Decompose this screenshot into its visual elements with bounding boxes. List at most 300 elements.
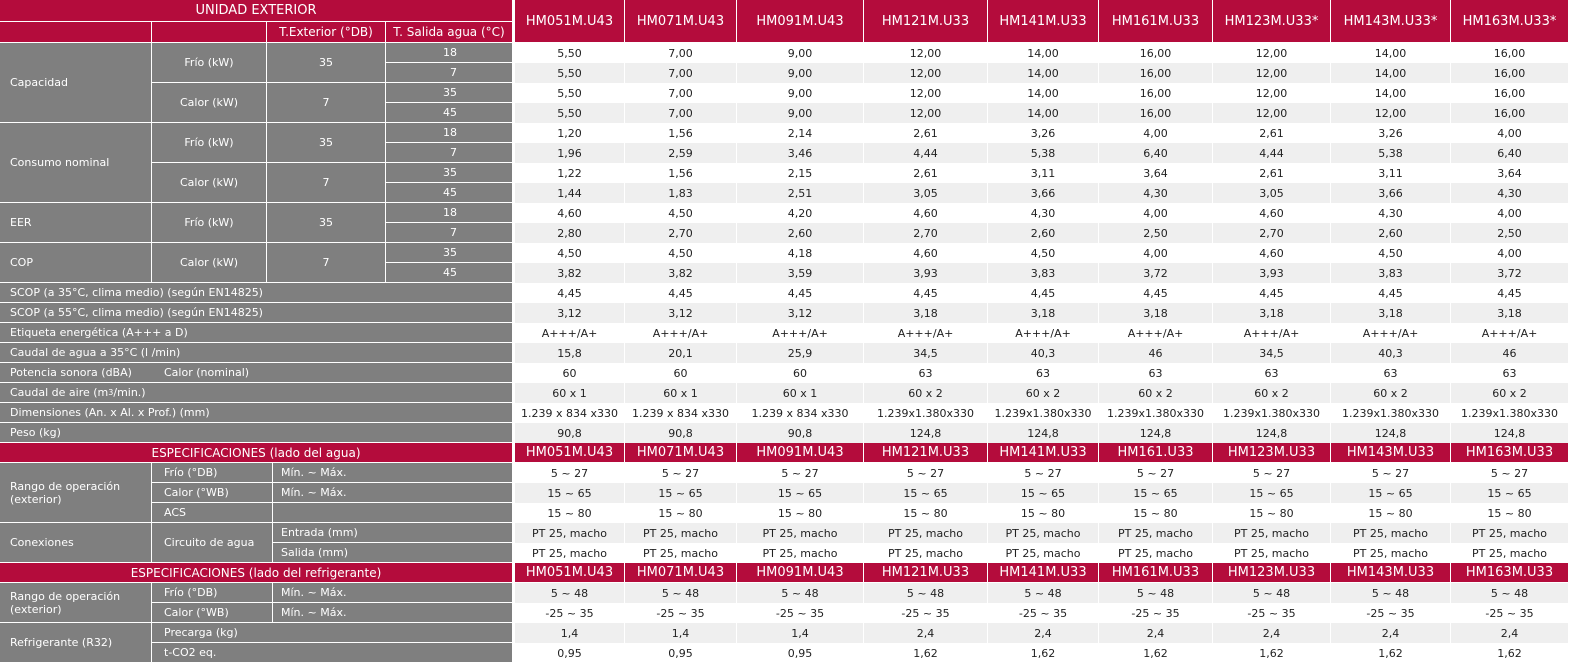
value-cell: 16,00 [1099, 43, 1212, 63]
value-cell: 63 [1213, 363, 1330, 383]
value-cell: 60 x 1 [737, 383, 863, 403]
value-cell: 1.239 x 834 x330 [515, 403, 624, 423]
value-cell: 1.239x1.380x330 [1451, 403, 1568, 423]
value-cell: 60 x 1 [625, 383, 736, 403]
value-cell: 5,38 [1331, 143, 1450, 163]
value-cell: 1.239 x 834 x330 [737, 403, 863, 423]
value-cell: 14,00 [1331, 63, 1450, 83]
section-agua-title: ESPECIFICACIONES (lado del agua) [0, 443, 512, 462]
value-cell: 2,80 [515, 223, 624, 243]
value-cell: PT 25, macho [1213, 543, 1330, 563]
value-cell: 4,45 [1099, 283, 1212, 303]
value-cell: 12,00 [1213, 43, 1330, 63]
label-tco2: t-CO2 eq. [152, 643, 512, 662]
value-cell: 5 ~ 48 [864, 583, 987, 603]
value-cell: 15 ~ 65 [737, 483, 863, 503]
label-water-5: 7 [386, 143, 512, 162]
value-cell: 46 [1451, 343, 1568, 363]
label-water-3: 45 [386, 103, 512, 122]
value-cell: 4,50 [515, 243, 624, 263]
model-ref-0: HM051M.U43 [515, 563, 624, 582]
value-cell: 14,00 [988, 43, 1098, 63]
label-row-15: Caudal de agua a 35°C (l /min) [0, 343, 512, 362]
label-rango-ref [0, 583, 151, 622]
value-cell: 2,4 [1331, 623, 1450, 643]
label-mode-4: Frío (kW) [152, 203, 266, 242]
value-cell: -25 ~ 35 [515, 603, 624, 623]
value-cell: 15 ~ 65 [1331, 483, 1450, 503]
model-water-7: HM143M.U33 [1331, 443, 1450, 462]
value-cell: 12,00 [1331, 103, 1450, 123]
value-cell: PT 25, macho [988, 543, 1098, 563]
value-cell: 40,3 [1331, 343, 1450, 363]
value-cell: 124,8 [864, 423, 987, 443]
header-t-exterior: T.Exterior (°DB) [267, 22, 385, 42]
value-cell: 4,30 [1331, 203, 1450, 223]
value-cell: 3,66 [1331, 183, 1450, 203]
value-cell: 124,8 [1213, 423, 1330, 443]
value-cell: 16,00 [1099, 63, 1212, 83]
value-cell: PT 25, macho [515, 543, 624, 563]
model-ref-1: HM071M.U43 [625, 563, 736, 582]
value-cell: 2,60 [1331, 223, 1450, 243]
value-cell: 60 [737, 363, 863, 383]
label-entrada: Entrada (mm) [273, 523, 512, 542]
value-cell: 1,62 [988, 643, 1098, 663]
value-cell: 60 x 2 [1331, 383, 1450, 403]
value-cell: 5 ~ 48 [625, 583, 736, 603]
value-cell: 1,22 [515, 163, 624, 183]
value-cell: 5 ~ 48 [1451, 583, 1568, 603]
value-cell: 4,45 [988, 283, 1098, 303]
header-blank-1 [0, 22, 151, 42]
caudal-aire-post: /min.) [113, 386, 146, 399]
value-cell: 16,00 [1451, 63, 1568, 83]
value-cell: 2,15 [737, 163, 863, 183]
value-cell: 63 [988, 363, 1098, 383]
label-rango-agua [0, 463, 151, 522]
model-ref-8: HM163M.U33 [1451, 563, 1568, 582]
model-water-1: HM071M.U43 [625, 443, 736, 462]
value-cell: 1.239x1.380x330 [1213, 403, 1330, 423]
value-cell: 4,30 [1451, 183, 1568, 203]
value-cell: 7,00 [625, 63, 736, 83]
value-cell: -25 ~ 35 [1331, 603, 1450, 623]
value-cell: 3,12 [625, 303, 736, 323]
value-cell: 90,8 [737, 423, 863, 443]
value-cell: 3,18 [1331, 303, 1450, 323]
rango-ref-l1: Rango de operación [10, 589, 121, 603]
value-cell: 4,60 [1213, 203, 1330, 223]
value-cell: 7,00 [625, 83, 736, 103]
label-text-4: 35 [267, 203, 385, 242]
value-cell: 15 ~ 80 [737, 503, 863, 523]
label-water-10: 35 [386, 243, 512, 262]
value-cell: 15 ~ 65 [1451, 483, 1568, 503]
value-cell: 5 ~ 27 [1331, 463, 1450, 483]
value-cell: PT 25, macho [988, 523, 1098, 543]
label-caudal-aire [0, 383, 512, 402]
label-ref-range-0: Mín. ~ Máx. [273, 583, 512, 602]
value-cell: -25 ~ 35 [1213, 603, 1330, 623]
value-cell: 5,50 [515, 43, 624, 63]
value-cell: 60 x 1 [515, 383, 624, 403]
value-cell: 16,00 [1099, 103, 1212, 123]
value-cell: 2,60 [737, 223, 863, 243]
value-cell: 3,83 [1331, 263, 1450, 283]
value-cell: 15 ~ 80 [1213, 503, 1330, 523]
value-cell: 15 ~ 65 [515, 483, 624, 503]
value-cell: 60 x 2 [1099, 383, 1212, 403]
value-cell: 1,62 [864, 643, 987, 663]
value-cell: 34,5 [864, 343, 987, 363]
value-cell: 3,11 [1331, 163, 1450, 183]
label-circuito: Circuito de agua [152, 523, 272, 562]
model-water-3: HM121M.U33 [864, 443, 987, 462]
label-mode-3: Calor (kW) [152, 163, 266, 202]
label-ref-mode-1: Calor (°WB) [152, 603, 272, 622]
value-cell: 4,45 [1451, 283, 1568, 303]
value-cell: 4,44 [1213, 143, 1330, 163]
value-cell: 5 ~ 27 [625, 463, 736, 483]
value-cell: 124,8 [1451, 423, 1568, 443]
value-cell: 1,83 [625, 183, 736, 203]
model-water-2: HM091M.U43 [737, 443, 863, 462]
label-eer: EER [0, 203, 151, 242]
model-header-3: HM121M.U33 [864, 0, 987, 42]
value-cell: 4,60 [864, 203, 987, 223]
value-cell: PT 25, macho [1451, 543, 1568, 563]
value-cell: 5 ~ 27 [515, 463, 624, 483]
model-ref-2: HM091M.U43 [737, 563, 863, 582]
value-cell: 46 [1099, 343, 1212, 363]
value-cell: 1,56 [625, 123, 736, 143]
label-capacidad: Capacidad [0, 43, 151, 122]
value-cell: A+++/A+ [1451, 323, 1568, 343]
value-cell: 4,45 [1331, 283, 1450, 303]
value-cell: 9,00 [737, 103, 863, 123]
value-cell: 12,00 [864, 43, 987, 63]
model-ref-3: HM121M.U33 [864, 563, 987, 582]
label-water-11: 45 [386, 263, 512, 282]
value-cell: 5 ~ 27 [864, 463, 987, 483]
model-ref-5: HM161M.U33 [1099, 563, 1212, 582]
value-cell: 6,40 [1451, 143, 1568, 163]
model-header-6: HM123M.U33* [1213, 0, 1330, 42]
model-water-8: HM163M.U33 [1451, 443, 1568, 462]
value-cell: 14,00 [988, 83, 1098, 103]
value-cell: 2,4 [1099, 623, 1212, 643]
value-cell: A+++/A+ [625, 323, 736, 343]
value-cell: 15 ~ 65 [988, 483, 1098, 503]
value-cell: 1,62 [1331, 643, 1450, 663]
value-cell: A+++/A+ [1213, 323, 1330, 343]
value-cell: 15 ~ 80 [515, 503, 624, 523]
value-cell: 16,00 [1451, 103, 1568, 123]
value-cell: 2,51 [737, 183, 863, 203]
value-cell: 5 ~ 48 [515, 583, 624, 603]
value-cell: 3,83 [988, 263, 1098, 283]
value-cell: 5 ~ 48 [988, 583, 1098, 603]
value-cell: PT 25, macho [1331, 523, 1450, 543]
value-cell: 4,18 [737, 243, 863, 263]
value-cell: 3,93 [1213, 263, 1330, 283]
label-text-0: 35 [267, 43, 385, 82]
value-cell: PT 25, macho [864, 543, 987, 563]
value-cell: PT 25, macho [737, 523, 863, 543]
value-cell: 5 ~ 27 [1451, 463, 1568, 483]
value-cell: 2,14 [737, 123, 863, 143]
value-cell: 5 ~ 27 [988, 463, 1098, 483]
value-cell: 1.239x1.380x330 [864, 403, 987, 423]
label-row-18: Dimensiones (An. x Al. x Prof.) (mm) [0, 403, 512, 422]
value-cell: 3,18 [988, 303, 1098, 323]
value-cell: 3,64 [1451, 163, 1568, 183]
value-cell: 90,8 [515, 423, 624, 443]
model-header-8: HM163M.U33* [1451, 0, 1568, 42]
value-cell: 124,8 [988, 423, 1098, 443]
label-row-14: Etiqueta energética (A+++ a D) [0, 323, 512, 342]
value-cell: -25 ~ 35 [988, 603, 1098, 623]
label-mode-1: Calor (kW) [152, 83, 266, 122]
label-refrigerante: Refrigerante (R32) [0, 623, 151, 662]
value-cell: 40,3 [988, 343, 1098, 363]
value-cell: 14,00 [988, 63, 1098, 83]
value-cell: 2,70 [864, 223, 987, 243]
value-cell: 12,00 [864, 63, 987, 83]
model-water-4: HM141M.U33 [988, 443, 1098, 462]
value-cell: 3,11 [988, 163, 1098, 183]
value-cell: 4,50 [1331, 243, 1450, 263]
label-potencia [0, 363, 512, 382]
value-cell: 1.239x1.380x330 [988, 403, 1098, 423]
value-cell: 3,18 [1099, 303, 1212, 323]
rango-ref-l2: (exterior) [10, 602, 62, 616]
value-cell: 5,38 [988, 143, 1098, 163]
value-cell: 4,00 [1099, 203, 1212, 223]
model-water-6: HM123M.U33 [1213, 443, 1330, 462]
value-cell: -25 ~ 35 [864, 603, 987, 623]
value-cell: 63 [1099, 363, 1212, 383]
value-cell: 5 ~ 48 [1331, 583, 1450, 603]
value-cell: 14,00 [1331, 83, 1450, 103]
model-header-4: HM141M.U33 [988, 0, 1098, 42]
value-cell: 3,18 [1451, 303, 1568, 323]
value-cell: PT 25, macho [1331, 543, 1450, 563]
value-cell: PT 25, macho [515, 523, 624, 543]
value-cell: 16,00 [1099, 83, 1212, 103]
value-cell: 15,8 [515, 343, 624, 363]
label-water-4: 18 [386, 123, 512, 142]
value-cell: 63 [864, 363, 987, 383]
value-cell: 7,00 [625, 103, 736, 123]
value-cell: 4,45 [864, 283, 987, 303]
value-cell: 2,70 [625, 223, 736, 243]
potencia-sub: Calor (nominal) [164, 366, 250, 379]
label-conexiones: Conexiones [0, 523, 151, 562]
label-row-12: SCOP (a 35°C, clima medio) (según EN14825) [0, 283, 512, 302]
value-cell: 2,61 [1213, 123, 1330, 143]
label-water-7: 45 [386, 183, 512, 202]
rango-agua-l2: (exterior) [10, 492, 62, 506]
value-cell: 0,95 [515, 643, 624, 663]
value-cell: 2,4 [1451, 623, 1568, 643]
value-cell: 3,18 [864, 303, 987, 323]
value-cell: PT 25, macho [737, 543, 863, 563]
value-cell: 3,64 [1099, 163, 1212, 183]
value-cell: 2,4 [1213, 623, 1330, 643]
caudal-aire-pre: Caudal de aire (m [10, 386, 109, 399]
value-cell: 14,00 [988, 103, 1098, 123]
value-cell: 3,82 [515, 263, 624, 283]
value-cell: 124,8 [1099, 423, 1212, 443]
value-cell: 15 ~ 80 [864, 503, 987, 523]
model-header-5: HM161M.U33 [1099, 0, 1212, 42]
value-cell: 2,61 [864, 123, 987, 143]
model-header-0: HM051M.U43 [515, 0, 624, 42]
value-cell: 60 [515, 363, 624, 383]
label-mode-5: Calor (kW) [152, 243, 266, 282]
value-cell: 7,00 [625, 43, 736, 63]
value-cell: 4,45 [625, 283, 736, 303]
value-cell: 1,62 [1213, 643, 1330, 663]
value-cell: 4,60 [864, 243, 987, 263]
label-mode-2: Frío (kW) [152, 123, 266, 162]
label-text-5: 7 [267, 243, 385, 282]
model-ref-7: HM143M.U33 [1331, 563, 1450, 582]
model-water-5: HM161.U33 [1099, 443, 1212, 462]
value-cell: 4,60 [515, 203, 624, 223]
value-cell: 60 [625, 363, 736, 383]
value-cell: 1.239 x 834 x330 [625, 403, 736, 423]
value-cell: 0,95 [625, 643, 736, 663]
value-cell: 4,00 [1099, 123, 1212, 143]
value-cell: 60 x 2 [1451, 383, 1568, 403]
value-cell: 4,50 [988, 243, 1098, 263]
value-cell: 12,00 [1213, 83, 1330, 103]
value-cell: 1,4 [515, 623, 624, 643]
value-cell: -25 ~ 35 [1099, 603, 1212, 623]
value-cell: PT 25, macho [1451, 523, 1568, 543]
value-cell: 1.239x1.380x330 [1099, 403, 1212, 423]
value-cell: -25 ~ 35 [625, 603, 736, 623]
potencia-label: Potencia sonora (dBA) [10, 366, 132, 379]
rango-agua-l1: Rango de operación [10, 479, 121, 493]
label-precarga: Precarga (kg) [152, 623, 512, 642]
value-cell: 5 ~ 27 [737, 463, 863, 483]
label-agua-range-0: Mín. ~ Máx. [273, 463, 512, 482]
value-cell: 12,00 [1213, 63, 1330, 83]
label-text-3: 7 [267, 163, 385, 202]
value-cell: 4,50 [625, 203, 736, 223]
label-water-2: 35 [386, 83, 512, 102]
value-cell: 15 ~ 65 [1213, 483, 1330, 503]
value-cell: 3,12 [515, 303, 624, 323]
value-cell: 15 ~ 80 [1099, 503, 1212, 523]
label-ref-range-1: Mín. ~ Máx. [273, 603, 512, 622]
value-cell: 1,44 [515, 183, 624, 203]
model-header-7: HM143M.U33* [1331, 0, 1450, 42]
label-agua-mode-1: Calor (°WB) [152, 483, 272, 502]
label-cop: COP [0, 243, 151, 282]
value-cell: 4,45 [515, 283, 624, 303]
header-blank-2 [152, 22, 266, 42]
value-cell: 3,72 [1451, 263, 1568, 283]
value-cell: 9,00 [737, 43, 863, 63]
value-cell: 4,45 [1213, 283, 1330, 303]
model-ref-4: HM141M.U33 [988, 563, 1098, 582]
label-text-2: 35 [267, 123, 385, 162]
value-cell: -25 ~ 35 [1451, 603, 1568, 623]
value-cell: 1,20 [515, 123, 624, 143]
value-cell: 12,00 [864, 83, 987, 103]
label-water-1: 7 [386, 63, 512, 82]
value-cell: 63 [1451, 363, 1568, 383]
value-cell: 5,50 [515, 83, 624, 103]
value-cell: 2,59 [625, 143, 736, 163]
value-cell: 3,26 [1331, 123, 1450, 143]
label-row-19: Peso (kg) [0, 423, 512, 442]
label-mode-0: Frío (kW) [152, 43, 266, 82]
section-ref-title: ESPECIFICACIONES (lado del refrigerante) [0, 563, 512, 582]
model-header-2: HM091M.U43 [737, 0, 863, 42]
value-cell: 5 ~ 27 [1213, 463, 1330, 483]
label-water-9: 7 [386, 223, 512, 242]
unit-header-title: UNIDAD EXTERIOR [0, 0, 512, 21]
value-cell: 12,00 [1213, 103, 1330, 123]
header-t-water: T. Salida agua (°C) [386, 22, 512, 42]
value-cell: 15 ~ 80 [625, 503, 736, 523]
value-cell: 3,46 [737, 143, 863, 163]
value-cell: 15 ~ 80 [988, 503, 1098, 523]
value-cell: 4,30 [1099, 183, 1212, 203]
value-cell: 2,50 [1451, 223, 1568, 243]
value-cell: 60 x 2 [1213, 383, 1330, 403]
value-cell: 4,00 [1451, 123, 1568, 143]
label-water-0: 18 [386, 43, 512, 62]
value-cell: 2,4 [988, 623, 1098, 643]
value-cell: 4,30 [988, 203, 1098, 223]
value-cell: 2,61 [864, 163, 987, 183]
value-cell: 60 x 2 [988, 383, 1098, 403]
value-cell: 4,00 [1099, 243, 1212, 263]
value-cell: 15 ~ 80 [1331, 503, 1450, 523]
value-cell: 5,50 [515, 103, 624, 123]
value-cell: 4,45 [737, 283, 863, 303]
value-cell: PT 25, macho [1099, 523, 1212, 543]
value-cell: 16,00 [1451, 83, 1568, 103]
label-ref-mode-0: Frío (°DB) [152, 583, 272, 602]
value-cell: 15 ~ 80 [1451, 503, 1568, 523]
value-cell: PT 25, macho [1099, 543, 1212, 563]
value-cell: 5 ~ 48 [737, 583, 863, 603]
value-cell: 20,1 [625, 343, 736, 363]
label-text-1: 7 [267, 83, 385, 122]
value-cell: 1,96 [515, 143, 624, 163]
value-cell: 3,18 [1213, 303, 1330, 323]
value-cell: A+++/A+ [1099, 323, 1212, 343]
value-cell: 2,70 [1213, 223, 1330, 243]
value-cell: 3,72 [1099, 263, 1212, 283]
model-header-1: HM071M.U43 [625, 0, 736, 42]
value-cell: 3,05 [864, 183, 987, 203]
value-cell: 1,62 [1099, 643, 1212, 663]
label-agua-range-1: Mín. ~ Máx. [273, 483, 512, 502]
label-water-8: 18 [386, 203, 512, 222]
value-cell: 2,61 [1213, 163, 1330, 183]
value-cell: 1,56 [625, 163, 736, 183]
value-cell: 1.239x1.380x330 [1331, 403, 1450, 423]
